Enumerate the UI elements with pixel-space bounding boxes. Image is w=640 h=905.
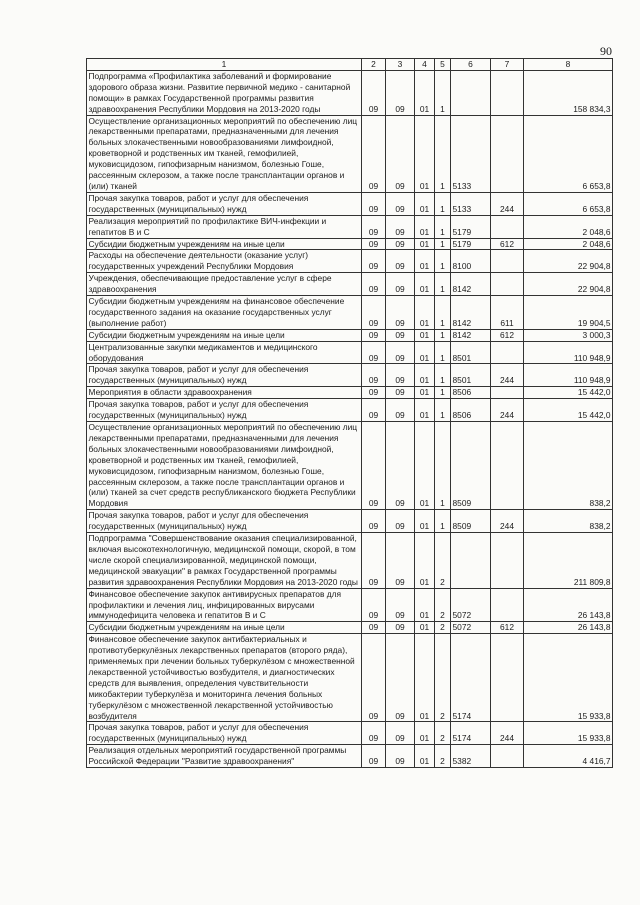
row-code-5: 2 xyxy=(435,588,451,622)
row-code-3: 09 xyxy=(386,588,415,622)
row-code-6: 8506 xyxy=(451,387,491,399)
row-code-6: 8142 xyxy=(451,296,491,330)
row-code-2: 09 xyxy=(362,238,386,250)
row-code-6: 5072 xyxy=(451,622,491,634)
row-code-3: 09 xyxy=(386,533,415,589)
header-col-5: 5 xyxy=(435,59,451,71)
row-code-2: 09 xyxy=(362,250,386,273)
row-name: Подпрограмма «Профилактика заболеваний и формирование здорового образа жизни. Развитие первичной медико - санитарной помощи» в рамках Государственной программы развития здравоохранения Республики Мордовия на 2013-2020 годы xyxy=(87,70,362,115)
row-amount: 6 653,8 xyxy=(524,192,613,215)
row-code-4: 01 xyxy=(415,588,435,622)
row-code-6: 8100 xyxy=(451,250,491,273)
row-code-5: 2 xyxy=(435,533,451,589)
row-amount: 2 048,6 xyxy=(524,215,613,238)
row-code-6: 5382 xyxy=(451,745,491,768)
row-name: Расходы на обеспечение деятельности (оказание услуг) государственных учреждений Республики Мордовия xyxy=(87,250,362,273)
row-code-3: 09 xyxy=(386,634,415,722)
row-code-4: 01 xyxy=(415,422,435,510)
row-code-2: 09 xyxy=(362,341,386,364)
row-code-2: 09 xyxy=(362,745,386,768)
row-code-5: 1 xyxy=(435,215,451,238)
row-code-3: 09 xyxy=(386,622,415,634)
row-code-5: 1 xyxy=(435,329,451,341)
row-code-2: 09 xyxy=(362,588,386,622)
row-code-6: 8509 xyxy=(451,422,491,510)
row-amount: 22 904,8 xyxy=(524,250,613,273)
row-code-2: 09 xyxy=(362,296,386,330)
row-code-7 xyxy=(491,387,524,399)
row-name: Субсидии бюджетным учреждениям на иные цели xyxy=(87,238,362,250)
row-code-6: 8506 xyxy=(451,399,491,422)
row-code-7 xyxy=(491,273,524,296)
table-row xyxy=(87,634,613,722)
row-code-3: 09 xyxy=(386,70,415,115)
row-code-4: 01 xyxy=(415,296,435,330)
row-code-6: 5133 xyxy=(451,192,491,215)
row-code-3: 09 xyxy=(386,192,415,215)
row-code-6: 8142 xyxy=(451,329,491,341)
row-code-7 xyxy=(491,422,524,510)
table-row xyxy=(87,115,613,192)
row-code-5: 1 xyxy=(435,364,451,387)
row-code-5: 2 xyxy=(435,745,451,768)
table-row xyxy=(87,422,613,510)
row-code-2: 09 xyxy=(362,399,386,422)
row-code-5: 1 xyxy=(435,115,451,192)
table-row xyxy=(87,70,613,115)
row-amount: 22 904,8 xyxy=(524,273,613,296)
row-code-4: 01 xyxy=(415,115,435,192)
row-code-5: 1 xyxy=(435,510,451,533)
row-amount: 4 416,7 xyxy=(524,745,613,768)
row-code-2: 09 xyxy=(362,634,386,722)
row-code-2: 09 xyxy=(362,722,386,745)
table-row xyxy=(87,250,613,273)
row-code-7: 612 xyxy=(491,238,524,250)
row-amount: 110 948,9 xyxy=(524,341,613,364)
table-row xyxy=(87,745,613,768)
row-code-5: 1 xyxy=(435,273,451,296)
table-row xyxy=(87,296,613,330)
page-number: 90 xyxy=(600,44,612,58)
row-code-5: 2 xyxy=(435,722,451,745)
row-code-4: 01 xyxy=(415,745,435,768)
row-code-3: 09 xyxy=(386,510,415,533)
row-code-6: 5174 xyxy=(451,722,491,745)
row-name: Осуществление организационных мероприятий по обеспечению лиц лекарственными препаратами, предназначенными для лечения больных злокачественными новообразованиями лимфоидной, кроветворной и родственных им тканей, гемофилией, муковисцидозом, гипофизарным нанизмом, болезнью Гоше, рассеянным склерозом, а также после трансплантации органов и (или) тканей xyxy=(87,115,362,192)
row-code-3: 09 xyxy=(386,296,415,330)
row-amount: 26 143,8 xyxy=(524,588,613,622)
row-name: Прочая закупка товаров, работ и услуг для обеспечения государственных (муниципальных) нужд xyxy=(87,510,362,533)
row-code-2: 09 xyxy=(362,533,386,589)
budget-table xyxy=(86,58,613,768)
row-amount: 211 809,8 xyxy=(524,533,613,589)
row-code-3: 09 xyxy=(386,387,415,399)
row-code-6: 5072 xyxy=(451,588,491,622)
row-code-5: 1 xyxy=(435,238,451,250)
row-code-4: 01 xyxy=(415,341,435,364)
header-col-3: 3 xyxy=(386,59,415,71)
row-code-3: 09 xyxy=(386,422,415,510)
row-name: Прочая закупка товаров, работ и услуг для обеспечения государственных (муниципальных) нужд xyxy=(87,399,362,422)
row-amount: 158 834,3 xyxy=(524,70,613,115)
row-code-7 xyxy=(491,115,524,192)
row-code-7: 612 xyxy=(491,622,524,634)
row-code-7: 244 xyxy=(491,510,524,533)
row-code-2: 09 xyxy=(362,510,386,533)
row-code-6: 5179 xyxy=(451,215,491,238)
row-code-5: 2 xyxy=(435,634,451,722)
table-row xyxy=(87,622,613,634)
row-code-2: 09 xyxy=(362,215,386,238)
row-code-4: 01 xyxy=(415,364,435,387)
row-name: Субсидии бюджетным учреждениям на финансовое обеспечение государственного задания на оказание государственных услуг (выполнение работ) xyxy=(87,296,362,330)
row-amount: 15 933,8 xyxy=(524,634,613,722)
row-code-4: 01 xyxy=(415,387,435,399)
row-amount: 6 653,8 xyxy=(524,115,613,192)
header-col-6: 6 xyxy=(451,59,491,71)
row-code-7: 611 xyxy=(491,296,524,330)
row-code-5: 1 xyxy=(435,399,451,422)
row-code-6: 8509 xyxy=(451,510,491,533)
row-code-4: 01 xyxy=(415,238,435,250)
row-amount: 838,2 xyxy=(524,422,613,510)
row-amount: 110 948,9 xyxy=(524,364,613,387)
row-code-7: 244 xyxy=(491,192,524,215)
row-code-7 xyxy=(491,634,524,722)
row-code-7 xyxy=(491,215,524,238)
row-code-2: 09 xyxy=(362,70,386,115)
row-name: Прочая закупка товаров, работ и услуг для обеспечения государственных (муниципальных) нужд xyxy=(87,722,362,745)
row-code-4: 01 xyxy=(415,70,435,115)
row-code-2: 09 xyxy=(362,273,386,296)
row-amount: 15 442,0 xyxy=(524,387,613,399)
row-amount: 838,2 xyxy=(524,510,613,533)
row-code-4: 01 xyxy=(415,634,435,722)
row-code-6: 5174 xyxy=(451,634,491,722)
row-code-3: 09 xyxy=(386,399,415,422)
row-code-7 xyxy=(491,341,524,364)
row-code-5: 1 xyxy=(435,341,451,364)
row-name: Учреждения, обеспечивающие предоставление услуг в сфере здравоохранения xyxy=(87,273,362,296)
row-code-6: 8501 xyxy=(451,341,491,364)
row-name: Прочая закупка товаров, работ и услуг для обеспечения государственных (муниципальных) нужд xyxy=(87,364,362,387)
row-name: Субсидии бюджетным учреждениям на иные цели xyxy=(87,329,362,341)
row-code-3: 09 xyxy=(386,745,415,768)
row-code-7: 244 xyxy=(491,722,524,745)
row-code-4: 01 xyxy=(415,250,435,273)
row-code-3: 09 xyxy=(386,329,415,341)
table-row xyxy=(87,215,613,238)
row-code-5: 1 xyxy=(435,296,451,330)
table-row xyxy=(87,192,613,215)
row-name: Финансовое обеспечение закупок антивирусных препаратов для профилактики и лечения лиц, инфицированных вирусами иммунодефицита человека и гепатитов В и С xyxy=(87,588,362,622)
header-col-2: 2 xyxy=(362,59,386,71)
row-code-3: 09 xyxy=(386,238,415,250)
row-code-5: 1 xyxy=(435,250,451,273)
table-row xyxy=(87,273,613,296)
row-name: Подпрограмма "Совершенствование оказания специализированной, включая высокотехнологичную, медицинской помощи, скорой, в том числе скорой специализированной, медицинской помощи, медицинской эвакуации" в рамках Государственной программы развития здравоохранения Республики Мордовия на 2013-2020 годы xyxy=(87,533,362,589)
table-row xyxy=(87,399,613,422)
table-row xyxy=(87,329,613,341)
row-name: Реализация мероприятий по профилактике ВИЧ-инфекции и гепатитов В и С xyxy=(87,215,362,238)
row-code-7 xyxy=(491,250,524,273)
row-code-6 xyxy=(451,533,491,589)
table-row xyxy=(87,238,613,250)
header-col-4: 4 xyxy=(415,59,435,71)
row-code-5: 1 xyxy=(435,70,451,115)
row-name: Реализация отдельных мероприятий государственной программы Российской Федерации "Развитие здравоохранения" xyxy=(87,745,362,768)
header-col-8: 8 xyxy=(524,59,613,71)
header-col-7: 7 xyxy=(491,59,524,71)
row-amount: 26 143,8 xyxy=(524,622,613,634)
row-code-3: 09 xyxy=(386,722,415,745)
row-code-7: 244 xyxy=(491,364,524,387)
table-row xyxy=(87,510,613,533)
row-code-4: 01 xyxy=(415,273,435,296)
row-code-4: 01 xyxy=(415,622,435,634)
row-code-2: 09 xyxy=(362,387,386,399)
row-code-4: 01 xyxy=(415,533,435,589)
table-header-row xyxy=(87,59,613,71)
row-code-5: 1 xyxy=(435,387,451,399)
row-amount: 19 904,5 xyxy=(524,296,613,330)
row-code-2: 09 xyxy=(362,364,386,387)
row-code-4: 01 xyxy=(415,192,435,215)
row-code-3: 09 xyxy=(386,273,415,296)
row-code-4: 01 xyxy=(415,399,435,422)
row-name: Финансовое обеспечение закупок антибактериальных и противотуберкулёзных лекарственных препаратов (второго ряда), применяемых при лечении больных туберкулёзом с множественной лекарственной устойчивостью возбудителя, и диагностических средств для выявления, определения чувствительности микобактерии туберкулёза и мониторинга лечения больных туберкулёзом с множественной лекарственной устойчивостью возбудителя xyxy=(87,634,362,722)
row-code-5: 2 xyxy=(435,622,451,634)
row-code-3: 09 xyxy=(386,215,415,238)
row-amount: 15 442,0 xyxy=(524,399,613,422)
row-code-3: 09 xyxy=(386,364,415,387)
row-amount: 3 000,3 xyxy=(524,329,613,341)
row-code-5: 1 xyxy=(435,422,451,510)
row-code-4: 01 xyxy=(415,722,435,745)
row-code-7 xyxy=(491,533,524,589)
row-code-7: 244 xyxy=(491,399,524,422)
row-code-3: 09 xyxy=(386,250,415,273)
row-code-4: 01 xyxy=(415,215,435,238)
table-row xyxy=(87,588,613,622)
row-code-4: 01 xyxy=(415,510,435,533)
table-row xyxy=(87,533,613,589)
table-row xyxy=(87,722,613,745)
row-name: Прочая закупка товаров, работ и услуг для обеспечения государственных (муниципальных) нужд xyxy=(87,192,362,215)
row-code-3: 09 xyxy=(386,341,415,364)
row-name: Централизованные закупки медикаментов и медицинского оборудования xyxy=(87,341,362,364)
row-code-7 xyxy=(491,588,524,622)
row-code-2: 09 xyxy=(362,192,386,215)
row-code-2: 09 xyxy=(362,115,386,192)
row-code-7 xyxy=(491,745,524,768)
row-code-6: 5179 xyxy=(451,238,491,250)
row-code-6 xyxy=(451,70,491,115)
row-code-2: 09 xyxy=(362,422,386,510)
row-name: Субсидии бюджетным учреждениям на иные цели xyxy=(87,622,362,634)
row-code-3: 09 xyxy=(386,115,415,192)
row-code-6: 5133 xyxy=(451,115,491,192)
row-code-7: 612 xyxy=(491,329,524,341)
row-name: Осуществление организационных мероприятий по обеспечению лиц лекарственными препаратами, предназначенными для лечения больных злокачественными новообразованиями лимфоидной, кроветворной и родственных им тканей, гемофилией, муковисцидозом, гипофизарным нанизмом, болезнью Гоше, рассеянным склерозом, а также после трансплантации органов и (или) тканей за счет средств республиканского бюджета Республики Мордовия xyxy=(87,422,362,510)
row-code-5: 1 xyxy=(435,192,451,215)
table-row xyxy=(87,341,613,364)
row-amount: 2 048,6 xyxy=(524,238,613,250)
row-code-4: 01 xyxy=(415,329,435,341)
row-code-2: 09 xyxy=(362,622,386,634)
header-col-1: 1 xyxy=(87,59,362,71)
row-code-6: 8501 xyxy=(451,364,491,387)
row-code-2: 09 xyxy=(362,329,386,341)
row-code-6: 8142 xyxy=(451,273,491,296)
row-name: Мероприятия в области здравоохранения xyxy=(87,387,362,399)
row-amount: 15 933,8 xyxy=(524,722,613,745)
row-code-7 xyxy=(491,70,524,115)
table-row xyxy=(87,364,613,387)
table-row xyxy=(87,387,613,399)
